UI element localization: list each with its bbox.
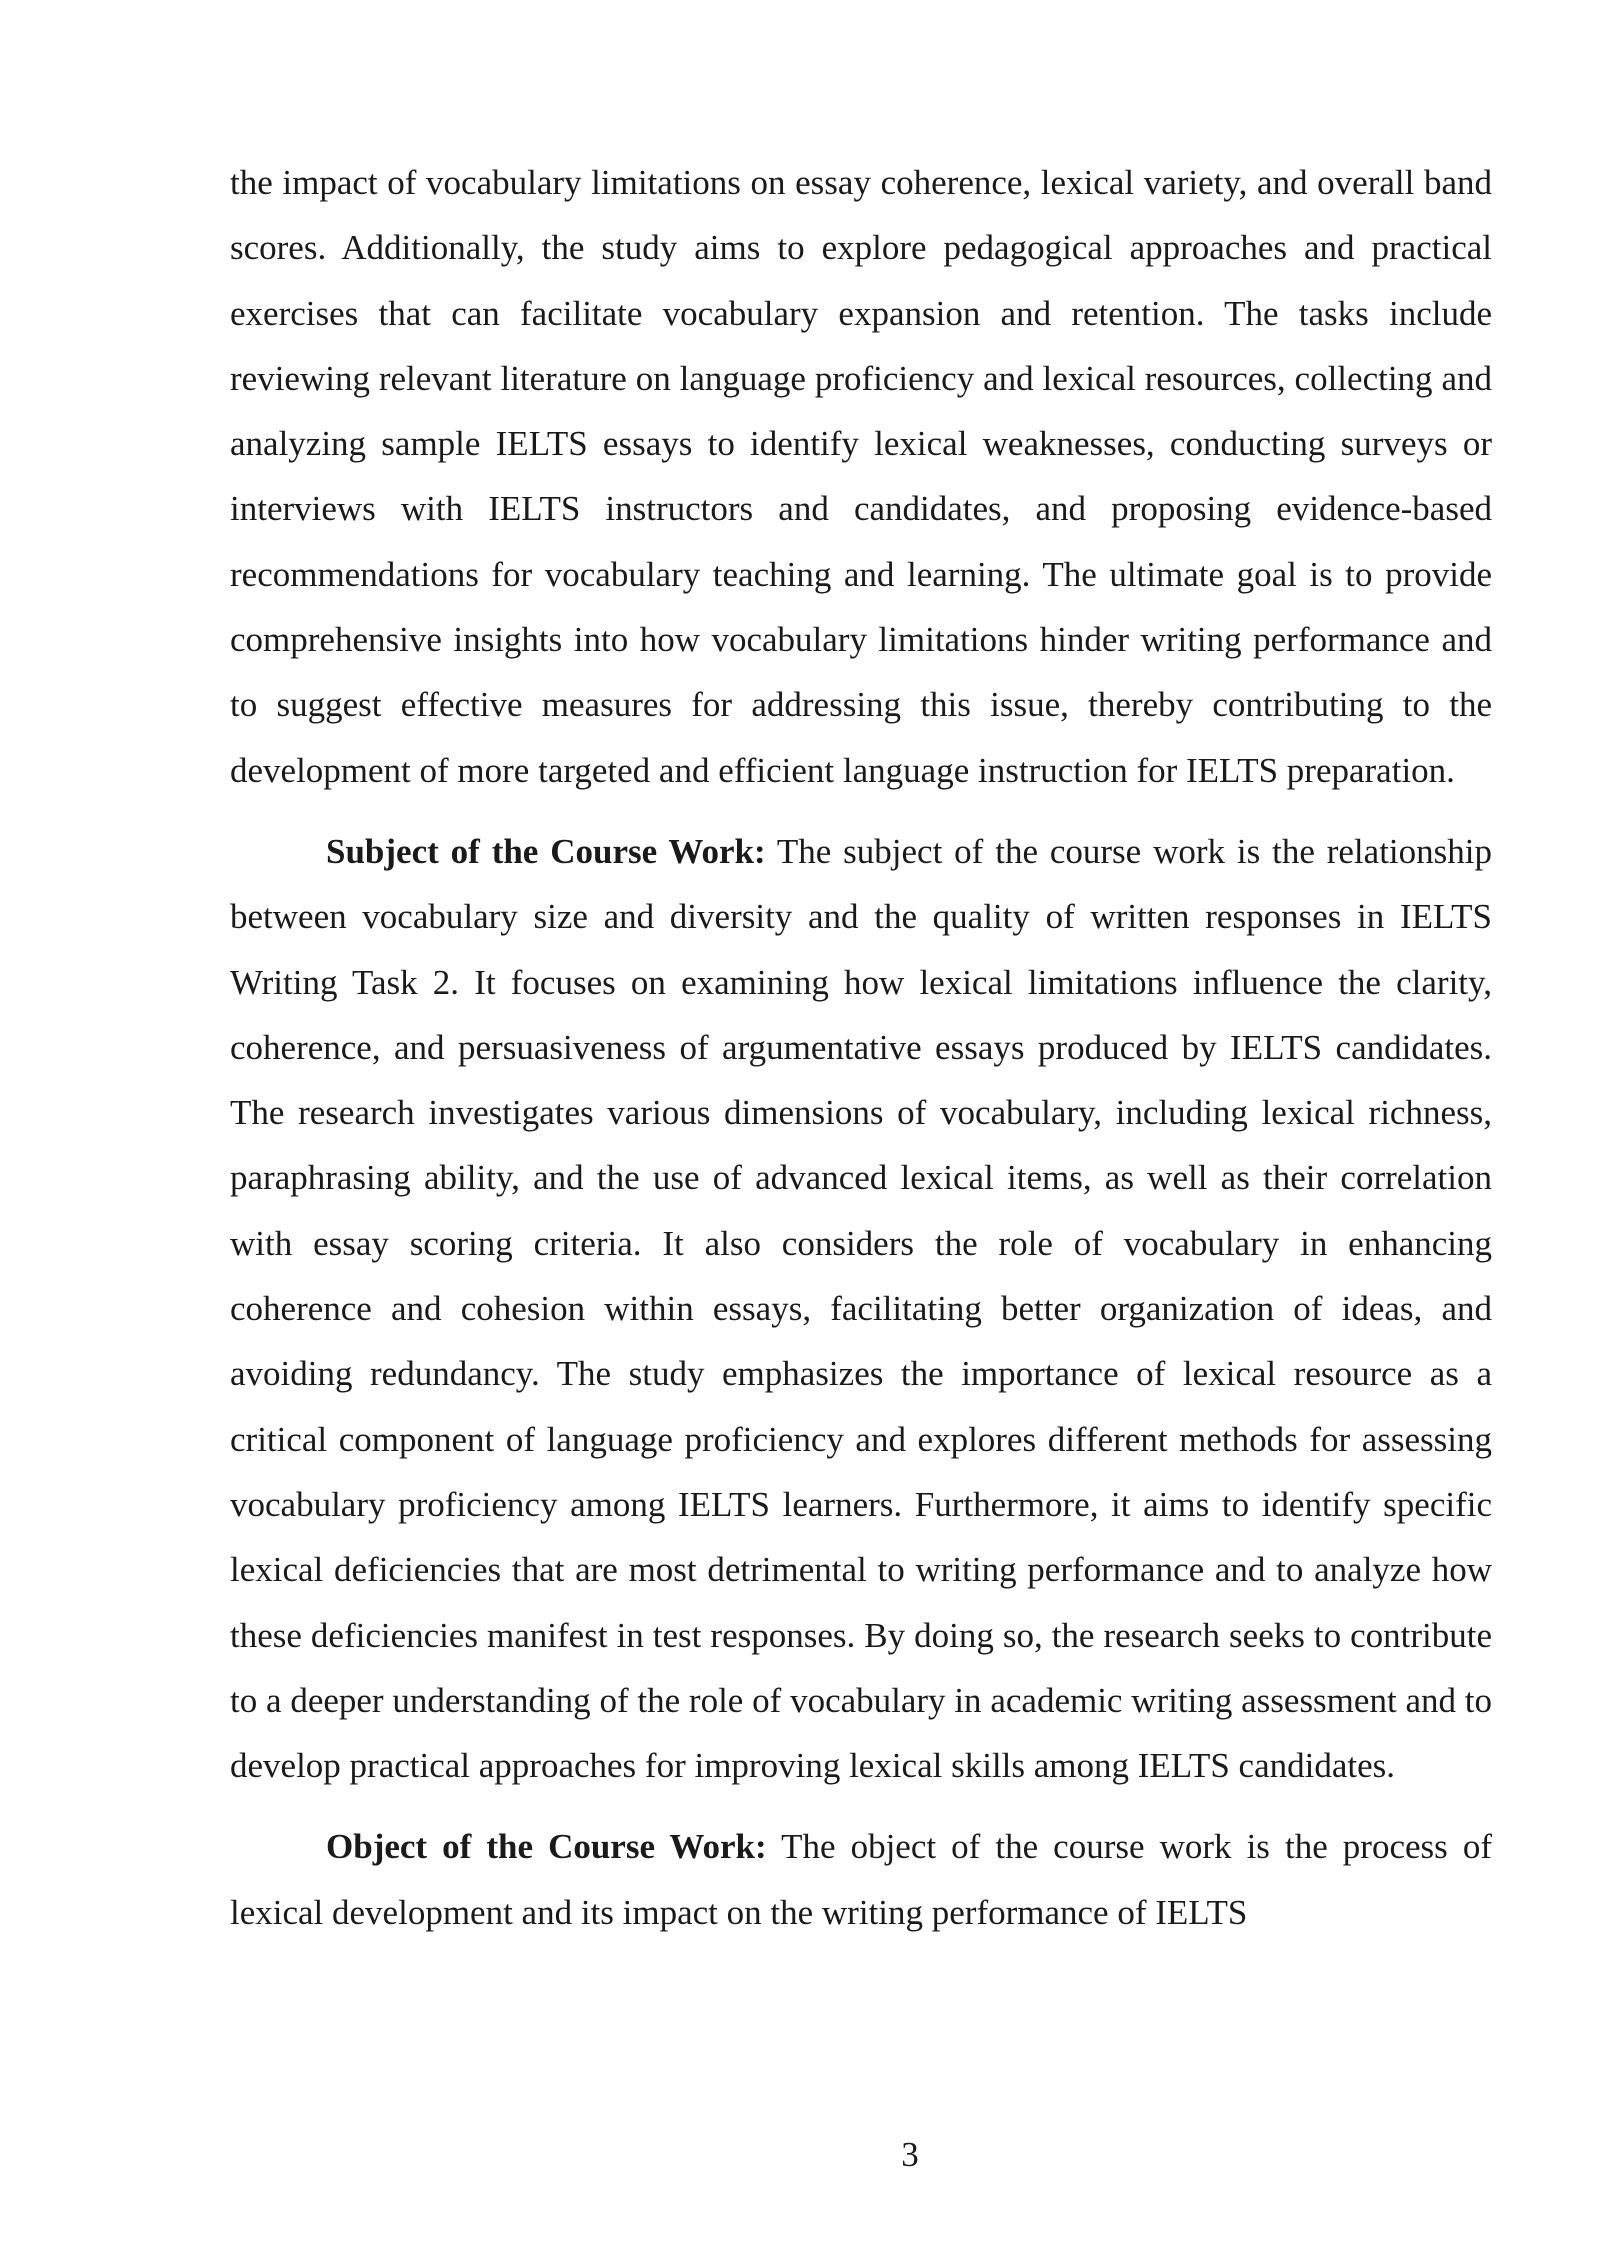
object-heading: Object of the Course Work: xyxy=(326,1827,767,1867)
subject-heading: Subject of the Course Work: xyxy=(326,831,766,871)
document-page xyxy=(230,150,1492,1945)
subject-text: The subject of the course work is the relationship between vocabulary size and diversity and the quality of written responses in IELTS Writing Task 2. It focuses on examining how lexical limitations influence the clarity, coherence, and persuasiveness of argumentative essays produced by IELTS candidates. The research investigates various dimensions of vocabulary, including lexical richness, paraphrasing ability, and the use of advanced lexical items, as well as their correlation with essay scoring criteria. It also considers the role of vocabulary in enhancing coherence and cohesion within essays, facilitating better organization of ideas, and avoiding redundancy. The study emphasizes the importance of lexical resource as a critical component of language proficiency and explores different methods for assessing vocabulary proficiency among IELTS learners. Furthermore, it aims to identify specific lexical deficiencies that are most detrimental to writing performance and to analyze how these deficiencies manifest in test responses. By doing so, the research seeks to contribute to a deeper understanding of the role of vocabulary in academic writing assessment and to develop practical approaches for improving lexical skills among IELTS candidates. xyxy=(230,831,1492,1786)
page-number: 3 xyxy=(901,2135,919,2174)
paragraph-tasks-continuation: the impact of vocabulary limitations on essay coherence, lexical variety, and overall band scores. Additionally, the study aims to explore pedagogical approaches and practical exercises that can facilitate vocabulary expansion and retention. The tasks include reviewing relevant literature on language proficiency and lexical resources, collecting and analyzing sample IELTS essays to identify lexical weaknesses, conducting surveys or interviews with IELTS instructors and candidates, and proposing evidence-based recommendations for vocabulary teaching and learning. The ultimate goal is to provide comprehensive insights into how vocabulary limitations hinder writing performance and to suggest effective measures for addressing this issue, thereby contributing to the development of more targeted and efficient language instruction for IELTS preparation. xyxy=(230,163,1492,790)
object-text: The object of the course work is the process of lexical development and its impact on the writing performance of IELTS xyxy=(230,1827,1492,1932)
paragraph-subject xyxy=(230,819,1492,1798)
paragraph-object xyxy=(230,1814,1492,1945)
